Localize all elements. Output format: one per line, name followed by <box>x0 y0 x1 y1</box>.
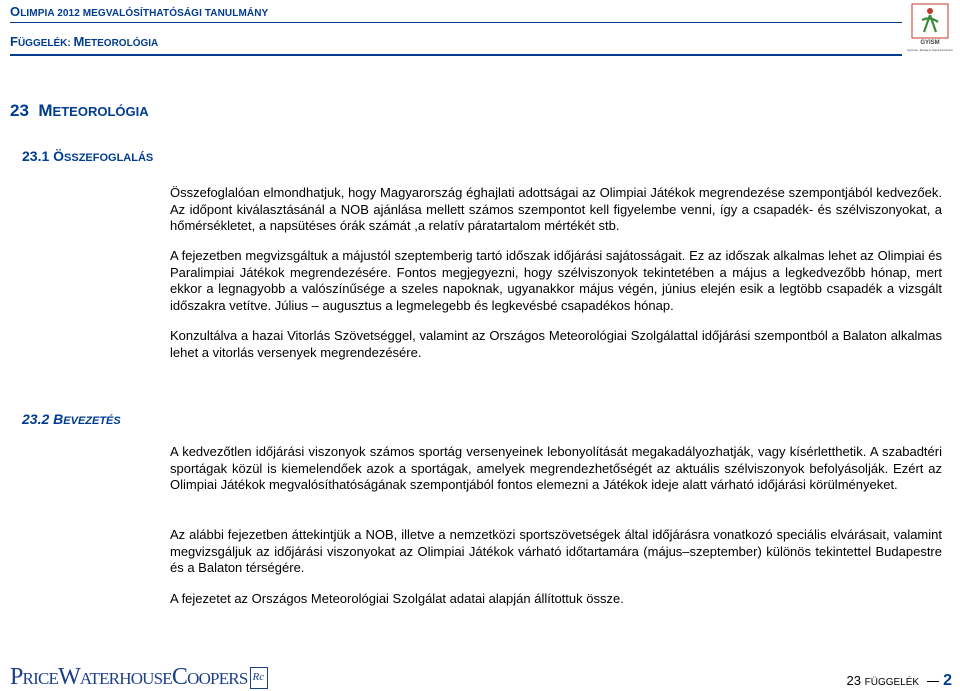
paragraph: A fejezetben megvizsgáltuk a májustól szeptemberig tartó időszak időjárási sajátosságait. Ez az időszak alkalmas lehet az Olimpiai és Paralimpiai Játékok megrendezésére. Fontos megjegyezni, hogy szélviszonyok tekintetében a május a legkedvezőbb hónap, mert ekkor a legnagyobb a valószínűsége a szeles napoknak, ugyanakkor május végén, június elején esik a legtöbb csapadék a vizsgált időszakra vetítve. Július – augusztus a legmelegebb és legkevésbé csapadékos hónap. <box>170 248 942 313</box>
header-rule-thick <box>10 54 902 56</box>
pwc-logo-text: PriceWaterhouseCoopers <box>10 664 248 690</box>
subsection-heading-introduction: 23.2 BEVEZETÉS <box>22 411 121 427</box>
paragraph: Konzultálva a hazai Vitorlás Szövetséggel, valamint az Országos Meteorológiai Szolgálattal időjárási szempontból a Balaton alkalmas lehet a vitorlás versenyek megrendezésére. <box>170 328 942 360</box>
document-title: OLIMPIA 2012 MEGVALÓSÍTHATÓSÁGI TANULMÁNY <box>10 4 269 19</box>
subsection-heading-summary: 23.1 ÖSSZEFOGLALÁS <box>22 148 154 164</box>
paragraph: Összefoglalóan elmondhatjuk, hogy Magyarország éghajlati adottságai az Olimpiai Játékok megrendezése szempontjából kedvezőek. Az időpont kiválasztásánál a NOB ajánlása mellett számos szempontot kell figyelembe venni, így a csapadék- és szélviszonyokat, a hőmérsékletet, a napsütéses órák számát ,a relatív páratartalom mértékét stb. <box>170 185 942 234</box>
logo-label: GYISM <box>920 40 940 46</box>
section-heading: 23 METEOROLÓGIA <box>10 101 149 120</box>
paragraph: A fejezetet az Országos Meteorológiai Szolgálat adatai alapján állítottuk össze. <box>170 591 624 606</box>
page-number: 2 <box>943 672 952 689</box>
paragraph: Az alábbi fejezetben áttekintjük a NOB, illetve a nemzetközi sportszövetségek által időjárásra vonatkozó speciális elvárásait, valamint megvizsgáljuk az időjárási viszonyokat az Olimpiai Játékok várható időtartamára (május–szeptember) különös tekintettel Budapestre és a Balaton térségére. <box>170 527 942 576</box>
header-rule <box>10 22 902 23</box>
pwc-emblem-icon: Rc <box>250 667 268 689</box>
page-footer: 23 FÜGGELÉK 2 <box>846 672 952 689</box>
pwc-logo <box>10 664 268 691</box>
gyism-logo <box>907 2 953 54</box>
footer-label: FÜGGELÉK <box>864 677 920 688</box>
logo-caption: Gyermek-, Ifjúsági és Sportminisztérium <box>907 49 953 52</box>
paragraph: A kedvezőtlen időjárási viszonyok számos sportág versenyeinek lebonyolítását megakadályozhatják, vagy kísérletthetik. A szabadtéri sportágak közül is kiemelendőek azok a sportágak, amelyek megrendezhetőségét az aktuális szélviszonyok befolyásolják. Ezért az Olimpiai Játékok megvalósíthatóságának szempontjából fontos elemezni a Játékok ideje alatt várható időjárási körülményeket. <box>170 444 942 493</box>
appendix-title: FÜGGELÉK: METEOROLÓGIA <box>10 34 159 49</box>
